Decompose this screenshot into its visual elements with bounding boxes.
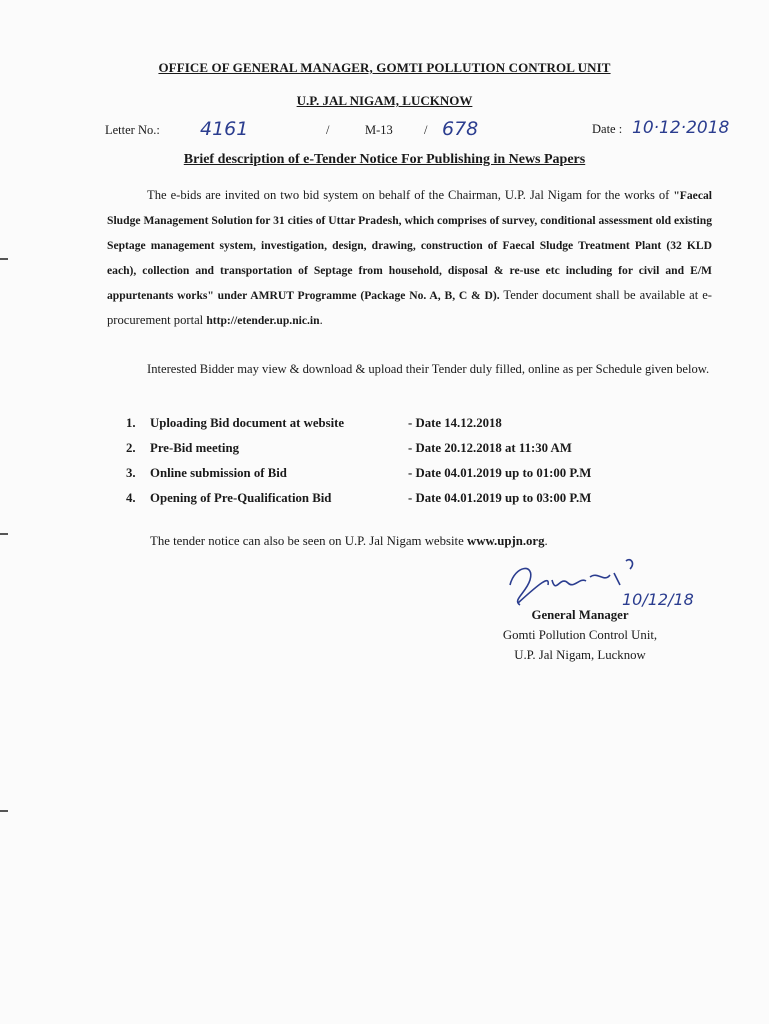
website-notice (150, 534, 548, 549)
letter-code: M-13 (365, 123, 393, 137)
website-url: www.upjn.org (467, 534, 545, 548)
schedule-item: Pre-Bid meeting (150, 441, 239, 455)
letter-number2-handwritten: 678 (442, 118, 479, 140)
scan-edge-mark (0, 810, 8, 812)
scan-edge-mark (0, 533, 8, 535)
portal-url: http://etender.up.nic.in (206, 314, 320, 327)
schedule-date: - Date 04.01.2019 up to 01:00 P.M (408, 466, 592, 480)
bidder-instructions-paragraph: Interested Bidder may view & download & upload their Tender duly filled, online as per Schedule given below. (147, 362, 710, 376)
schedule-item: Opening of Pre-Qualification Bid (150, 491, 332, 505)
notice-text: The tender notice can also be seen on U.P. Jal Nigam website (150, 534, 467, 548)
paragraph-intro: The e-bids are invited on two bid system on behalf of the Chairman, U.P. Jal Nigam for the works of (147, 188, 674, 202)
schedule-number: 3. (126, 466, 136, 480)
signer-title: General Manager (531, 608, 629, 622)
signer-organization: U.P. Jal Nigam, Lucknow (514, 648, 646, 662)
schedule-number: 1. (126, 416, 136, 430)
office-heading: OFFICE OF GENERAL MANAGER, GOMTI POLLUTION CONTROL UNIT (158, 60, 611, 75)
portal-text: Tender document shall be available at e-procurement portal (107, 288, 713, 327)
date-label: Date : (592, 122, 623, 136)
letter-reference-row (0, 118, 769, 144)
organization-heading: U.P. JAL NIGAM, LUCKNOW (296, 93, 473, 108)
date-handwritten: 10·12·2018 (632, 118, 730, 138)
schedule-date: - Date 14.12.2018 (408, 416, 502, 430)
schedule-row (126, 441, 686, 466)
tender-description-paragraph (107, 183, 712, 333)
schedule-date: - Date 20.12.2018 at 11:30 AM (408, 441, 572, 455)
paragraph-end: . (319, 313, 323, 327)
scan-edge-mark (0, 258, 8, 260)
schedule-number: 2. (126, 441, 136, 455)
notice-end: . (544, 534, 548, 548)
signature-date: 10/12/18 (622, 590, 694, 609)
letter-separator-1: / (326, 123, 330, 137)
letter-number-handwritten: 4161 (200, 118, 249, 140)
letter-separator-2: / (424, 123, 428, 137)
schedule-item: Online submission of Bid (150, 466, 287, 480)
schedule-row (126, 466, 686, 491)
schedule-date: - Date 04.01.2019 up to 03:00 P.M (408, 491, 592, 505)
works-description: "Faecal Sludge Management Solution for 31 cities of Uttar Pradesh, which comprises of survey, conditional assessment old existing Septage management system, investigation, design, drawing, construction of Faecal Sludge Treatment Plant (32 KLD each), collection and transportation of Septage from household, disposal & re-use etc including for civil and E/M appurtenants works" under AMRUT Programme (Package No. A, B, C & D). (107, 189, 712, 302)
signer-unit: Gomti Pollution Control Unit, (502, 628, 658, 642)
notice-title: Brief description of e-Tender Notice For Publishing in News Papers (183, 152, 586, 167)
schedule-row (126, 416, 686, 441)
letter-no-label: Letter No.: (105, 123, 160, 137)
schedule-number: 4. (126, 491, 136, 505)
schedule-row (126, 491, 686, 516)
schedule-list (126, 416, 686, 516)
schedule-item: Uploading Bid document at website (150, 416, 345, 430)
